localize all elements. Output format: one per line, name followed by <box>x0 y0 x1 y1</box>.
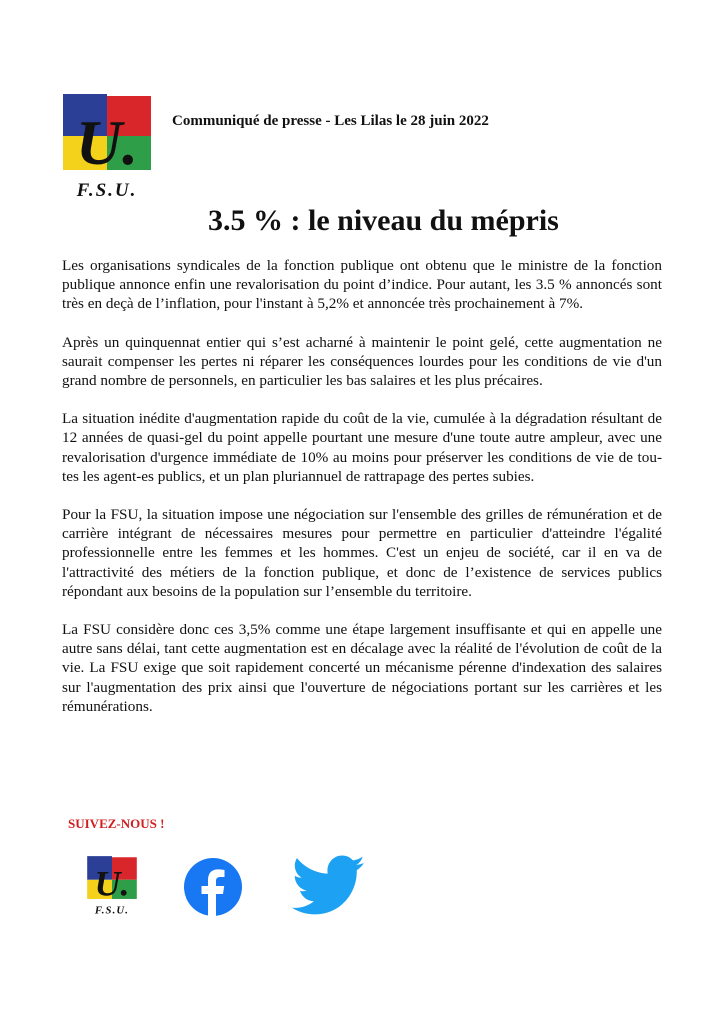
logo-letter: U. <box>75 107 139 178</box>
logo-caption: F.S.U. <box>76 180 138 201</box>
facebook-icon[interactable] <box>183 857 243 917</box>
paragraph: La situation inédite d'augmentation rapide du coût de la vie, cumulée à la dégradation résultant de 12 années de quasi-gel du point appelle pourtant une mesure d'une toute autre ampleur, avec une revalorisation d'urgence immédiate de 10% au moins pour préserver les conditions de vie de tou-tes les agent-es publics, et un plan pluriannuel de rattrapage des pertes subies. <box>62 410 662 485</box>
paragraph: La FSU considère donc ces 3,5% comme une étape largement insuffisante et qui en appelle une autre sans délai, tant cette augmentation est en décalage avec la réalité de l'évolution de coût de la vie. La FSU exige que soit rapidement concerté un mécanisme pérenne d'indexation des salaires sur l'augmentation des prix ainsi que l'ouverture de négociations portant sur les carrières et les rémunérations. <box>62 621 662 715</box>
logo-small-letter: U. <box>94 863 130 904</box>
fsu-logo <box>61 92 153 202</box>
follow-us-label: SUIVEZ-NOUS ! <box>68 816 165 831</box>
press-body <box>62 256 662 735</box>
press-release-line: Communiqué de presse - Les Lilas le 28 juin 2022 <box>172 113 489 129</box>
twitter-icon[interactable] <box>292 855 366 917</box>
paragraph: Les organisations syndicales de la fonction publique ont obtenu que le ministre de la fonction publique annonce enfin une revalorisation du point d’indice. Pour autant, les 3.5 % annoncés sont très en deçà de l’inflation, pour l'instant à 5,2% et annoncée très prochainement à 7%. <box>62 257 662 313</box>
fsu-logo-small[interactable] <box>86 855 138 917</box>
logo-small-caption: F.S.U. <box>94 904 130 917</box>
paragraph: Pour la FSU, la situation impose une négociation sur l'ensemble des grilles de rémunération et de carrière intégrant de nécessaires mesures pour permettre en particulier d'atteindre l'égalité professionnelle entre les femmes et les hommes. C'est un enjeu de société, car il en va de l'attractivité des métiers de la fonction publique, et donc de l’existence de services publics répondant aux besoins de la population sur l’ensemble du territoire. <box>62 506 662 600</box>
paragraph: Après un quinquennat entier qui s’est acharné à maintenir le point gelé, cette augmentation ne saurait compenser les pertes ni réparer les conséquences lourdes pour les conditions de vie d'un grand nombre de personnels, en particulier les bas salaires et les plus précaires. <box>62 333 662 390</box>
page-title: 3.5 % : le niveau du mépris <box>208 204 559 237</box>
